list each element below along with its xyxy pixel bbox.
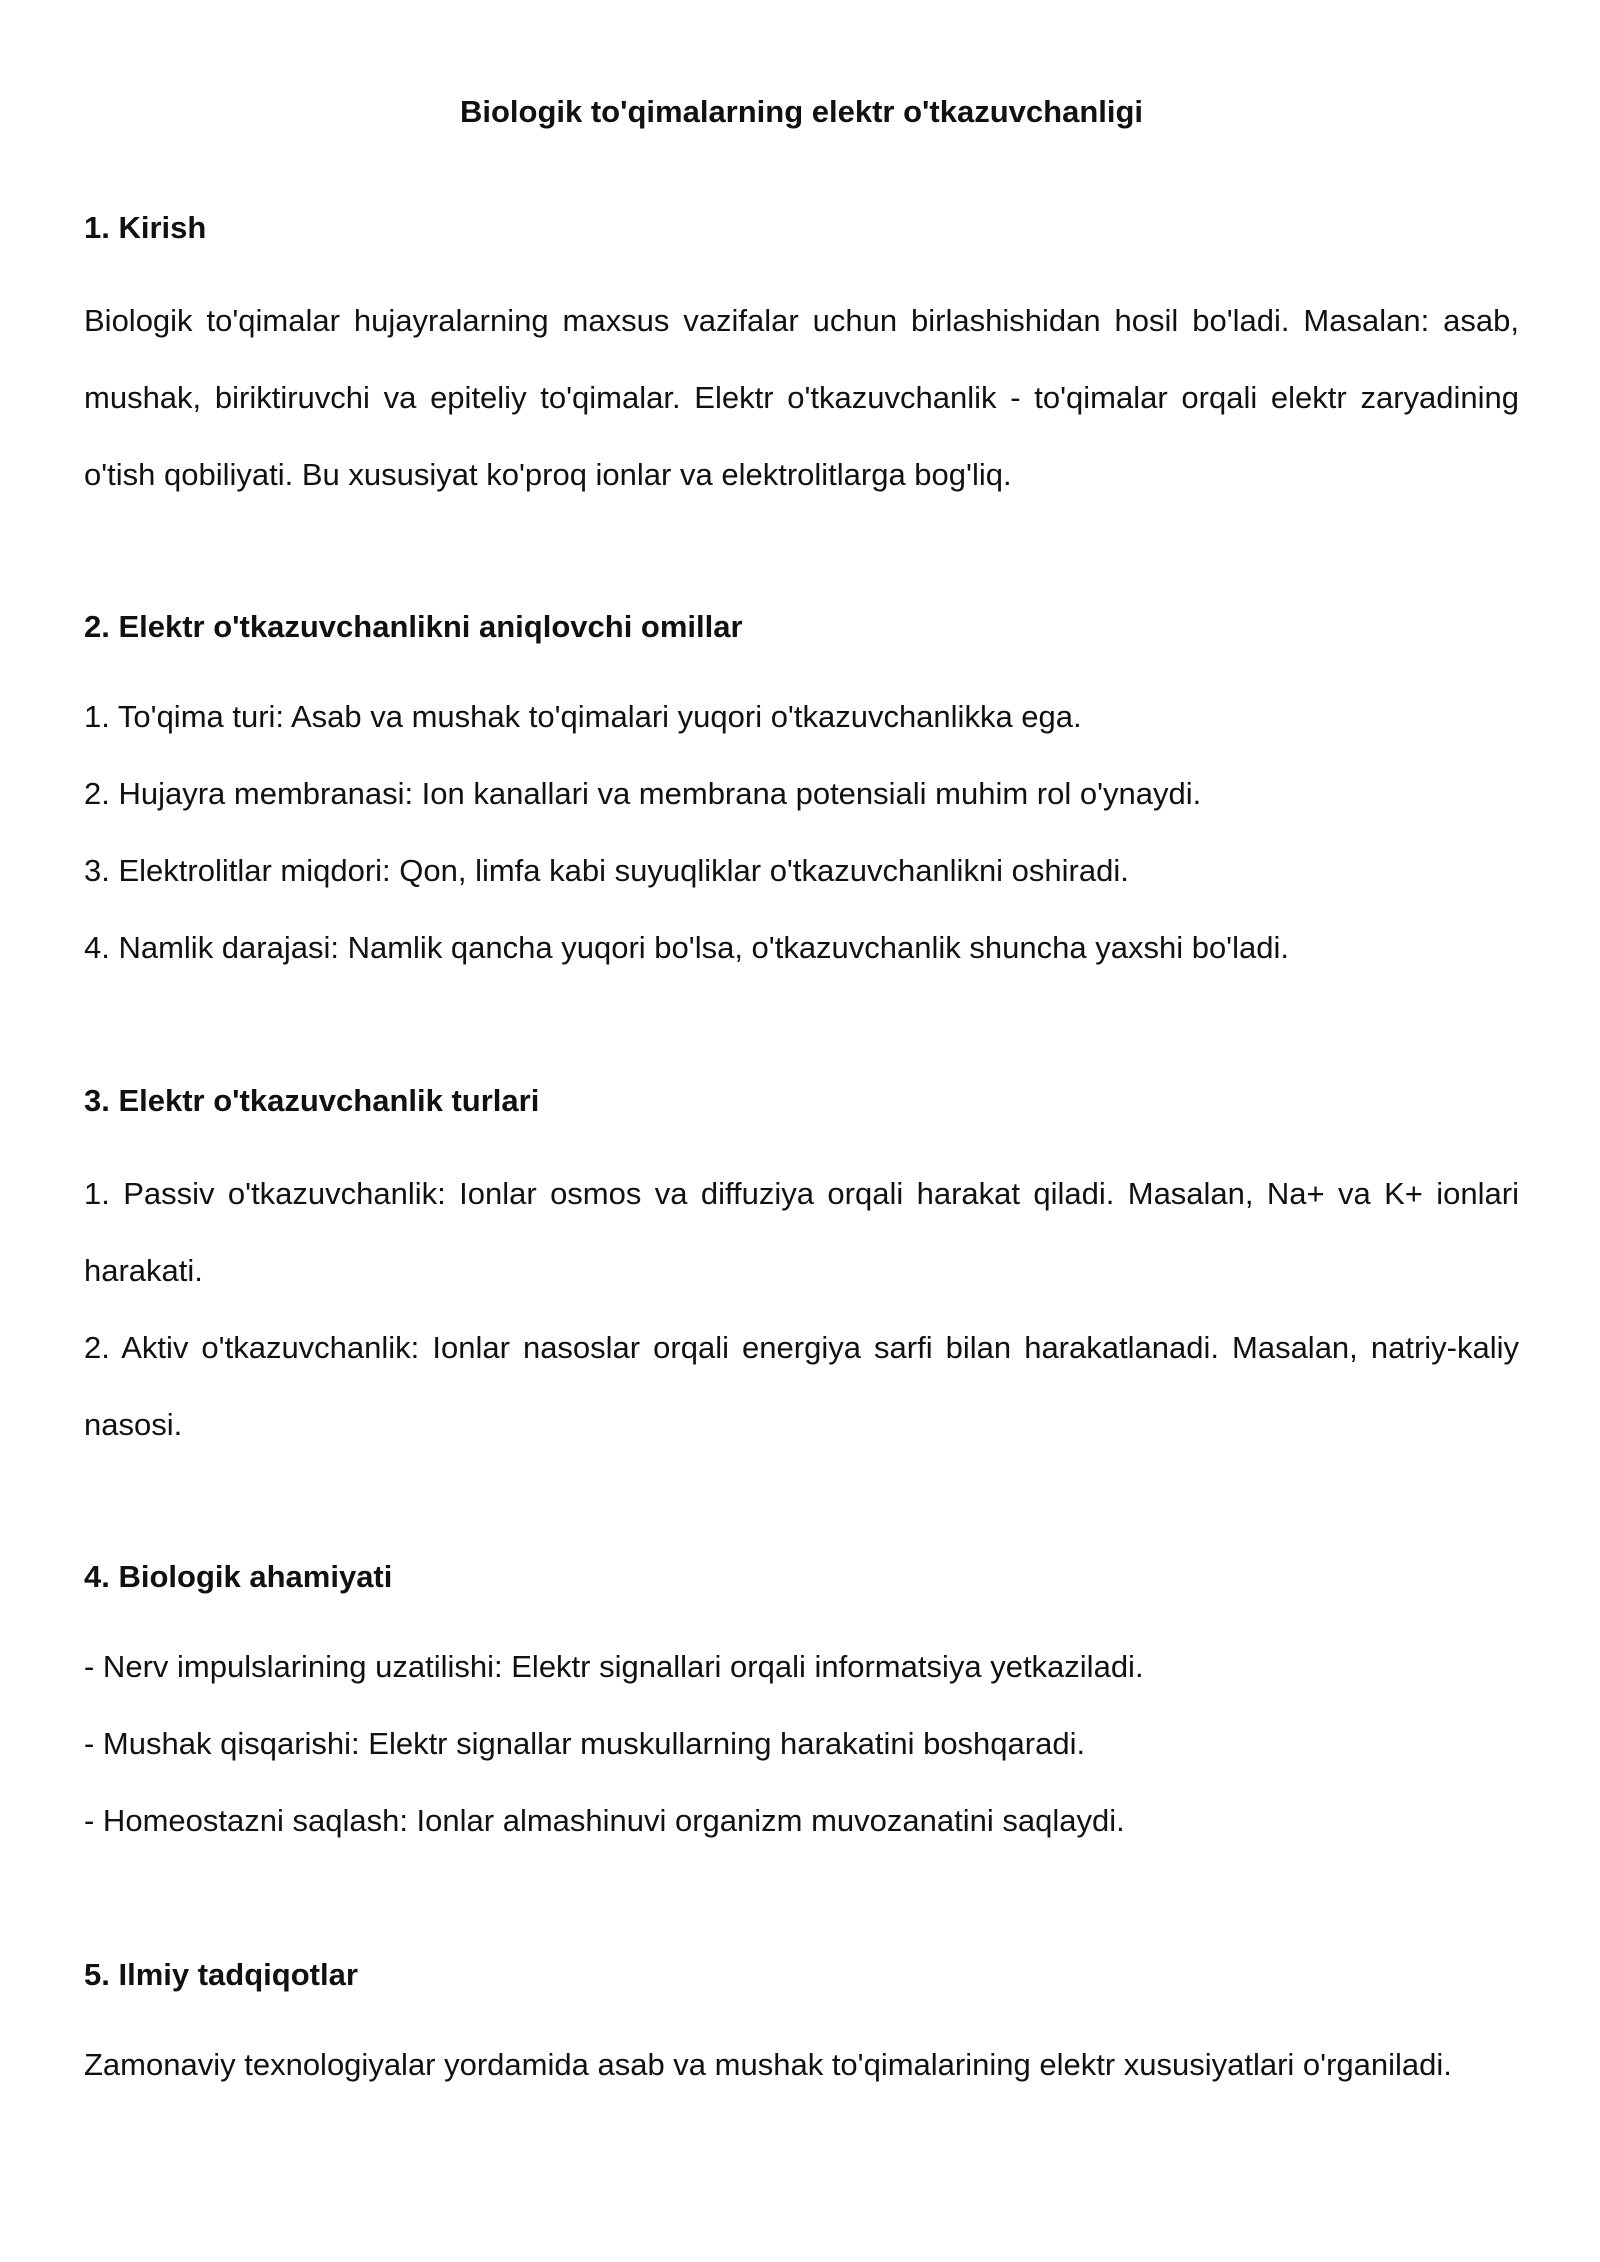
list-item: - Homeostazni saqlash: Ionlar almashinuvi organizm muvozanatini saqlaydi. (84, 1803, 1125, 1838)
list-item: 1. Passiv o'tkazuvchanlik: Ionlar osmos va diffuziya orqali harakat qiladi. Masalan, Na+ va K+ ionlari harakati. (84, 1176, 1519, 1288)
list-item: 1. To'qima turi: Asab va mushak to'qimalari yuqori o'tkazuvchanlikka ega. (84, 699, 1082, 734)
list-item: 2. Aktiv o'tkazuvchanlik: Ionlar nasoslar orqali energiya sarfi bilan harakatlanadi. Masalan, natriy-kaliy nasosi. (84, 1330, 1519, 1442)
section-paragraph-kirish: Biologik to'qimalar hujayralarning maxsus vazifalar uchun birlashishidan hosil bo'ladi. Masalan: asab, mushak, biriktiruvchi va epiteliy to'qimalar. Elektr o'tkazuvchanlik - to'qimalar orqali elektr zaryadining o'tish qobiliyati. Bu xususiyat ko'proq ionlar va elektrolitlarga bog'liq. (84, 303, 1519, 492)
section-heading-turlari: 3. Elektr o'tkazuvchanlik turlari (84, 1083, 540, 1118)
document-title: Biologik to'qimalarning elektr o'tkazuvchanligi (459, 94, 1144, 129)
section-heading-tadqiqotlar: 5. Ilmiy tadqiqotlar (84, 1957, 358, 1992)
section-heading-ahamiyati: 4. Biologik ahamiyati (84, 1559, 393, 1594)
list-item: 4. Namlik darajasi: Namlik qancha yuqori bo'lsa, o'tkazuvchanlik shuncha yaxshi bo'ladi. (84, 930, 1289, 965)
list-item: - Mushak qisqarishi: Elektr signallar muskullarning harakatini boshqaradi. (84, 1726, 1086, 1761)
section-heading-omillar: 2. Elektr o'tkazuvchanlikni aniqlovchi omillar (84, 609, 743, 644)
list-item: 2. Hujayra membranasi: Ion kanallari va membrana potensiali muhim rol o'ynaydi. (84, 776, 1202, 811)
list-item: - Nerv impulslarining uzatilishi: Elektr signallari orqali informatsiya yetkaziladi. (84, 1649, 1144, 1684)
list-item: 3. Elektrolitlar miqdori: Qon, limfa kabi suyuqliklar o'tkazuvchanlikni oshiradi. (84, 853, 1129, 888)
section-paragraph-tadqiqotlar: Zamonaviy texnologiyalar yordamida asab va mushak to'qimalarining elektr xususiyatlari o'rganiladi. (84, 2047, 1452, 2082)
section-heading-kirish: 1. Kirish (84, 210, 207, 245)
